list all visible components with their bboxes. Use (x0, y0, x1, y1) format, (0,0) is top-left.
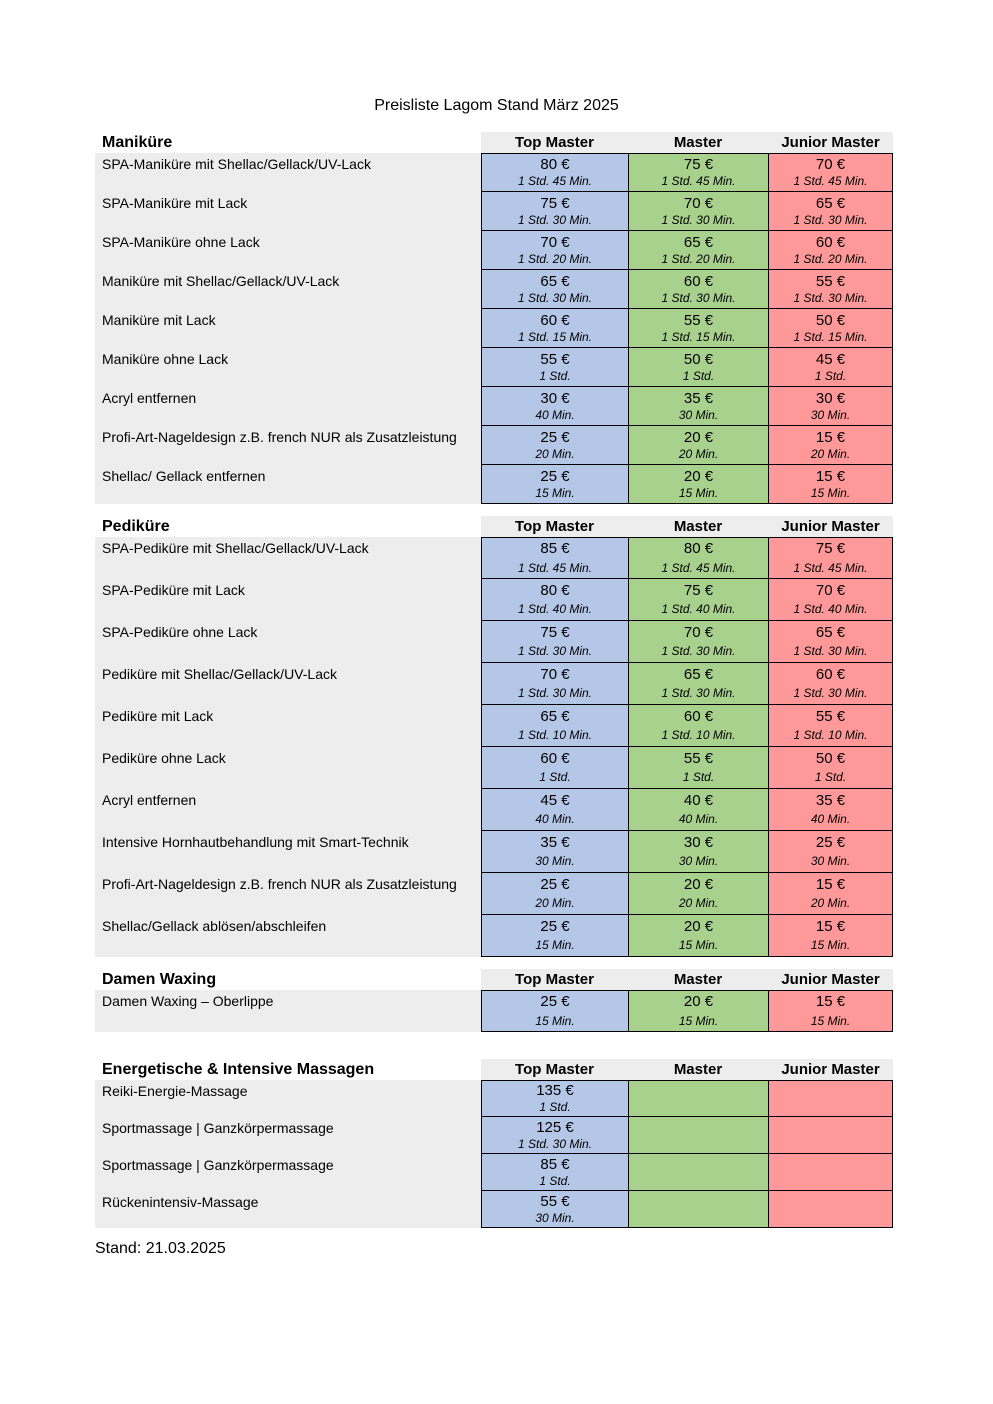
duration-value: 30 Min. (535, 854, 575, 869)
price-value: 15 € (815, 993, 846, 1011)
duration-value: 1 Std. (814, 770, 847, 785)
price-value: 15 € (815, 917, 846, 935)
price-value: 20 € (683, 467, 714, 485)
service-label: Sportmassage | Ganzkörpermassage (95, 1117, 481, 1154)
price-cell-master (628, 537, 768, 579)
column-header-master: Master (628, 516, 768, 537)
price-value: 55 € (815, 272, 846, 290)
price-value: 55 € (683, 311, 714, 329)
duration-value: 15 Min. (810, 938, 851, 953)
service-row (95, 1080, 893, 1117)
section-massagen (95, 1059, 893, 1228)
duration-value: 1 Std. 45 Min. (661, 174, 736, 188)
duration-value: 30 Min. (810, 854, 851, 869)
price-cell-top-master (481, 231, 628, 270)
duration-value: 1 Std. 30 Min. (661, 290, 736, 305)
duration-value: 1 Std. 15 Min. (517, 329, 593, 344)
duration-value: 1 Std. (682, 368, 715, 383)
price-cell-junior-master (768, 621, 893, 663)
service-row (95, 705, 893, 747)
price-value: 80 € (683, 540, 714, 558)
price-value: 55 € (540, 1192, 570, 1210)
section-manikuere (95, 132, 893, 504)
service-row (95, 1154, 893, 1191)
duration-value: 20 Min. (535, 446, 575, 461)
price-cell-top-master (481, 1191, 628, 1228)
price-cell-junior-master (768, 309, 893, 348)
column-header-master: Master (628, 969, 768, 990)
column-header-junior-master: Junior Master (768, 1059, 893, 1080)
service-label: Acryl entfernen (95, 789, 481, 831)
duration-value: 1 Std. 30 Min. (517, 686, 593, 701)
price-value: 70 € (540, 233, 570, 251)
duration-value: 15 Min. (678, 938, 719, 953)
price-value: 75 € (540, 623, 570, 641)
column-header-top-master: Top Master (481, 516, 628, 537)
duration-value: 1 Std. 30 Min. (517, 1136, 593, 1151)
price-cell-top-master (481, 831, 628, 873)
price-cell-top-master (481, 465, 628, 504)
sections-container (95, 132, 893, 1228)
column-header-junior-master: Junior Master (768, 516, 893, 537)
price-cell-junior-master (768, 387, 893, 426)
duration-value: 15 Min. (678, 485, 719, 500)
service-label: SPA-Maniküre mit Shellac/Gellack/UV-Lack (95, 153, 481, 192)
price-value: 60 € (683, 707, 714, 725)
price-cell-master (628, 1080, 768, 1117)
service-label: SPA-Maniküre ohne Lack (95, 231, 481, 270)
service-label: Damen Waxing – Oberlippe (95, 990, 481, 1032)
duration-value: 1 Std. 15 Min. (793, 329, 868, 344)
price-cell-top-master (481, 705, 628, 747)
price-value: 80 € (540, 581, 570, 599)
price-value: 135 € (536, 1082, 574, 1099)
price-cell-junior-master (768, 915, 893, 957)
price-cell-junior-master (768, 153, 893, 192)
duration-value: 1 Std. 45 Min. (517, 174, 593, 188)
duration-value: 1 Std. 20 Min. (517, 251, 593, 266)
service-label: SPA-Pediküre mit Shellac/Gellack/UV-Lack (95, 537, 481, 579)
duration-value: 1 Std. 30 Min. (517, 644, 593, 659)
price-cell-master (628, 789, 768, 831)
duration-value: 1 Std. 10 Min. (793, 728, 868, 743)
column-header-junior-master: Junior Master (768, 969, 893, 990)
duration-value: 1 Std. 45 Min. (517, 560, 593, 575)
duration-value: 1 Std. 45 Min. (661, 560, 736, 575)
price-value: 80 € (540, 156, 570, 173)
duration-value: 1 Std. 30 Min. (793, 644, 868, 659)
service-row (95, 663, 893, 705)
service-label: Pediküre mit Lack (95, 705, 481, 747)
price-cell-junior-master (768, 231, 893, 270)
price-cell-top-master (481, 1117, 628, 1154)
service-row (95, 231, 893, 270)
price-cell-junior-master (768, 192, 893, 231)
duration-value: 1 Std. 40 Min. (661, 602, 736, 617)
duration-value: 20 Min. (810, 896, 851, 911)
price-cell-master (628, 831, 768, 873)
price-cell-top-master (481, 915, 628, 957)
service-row (95, 990, 893, 1032)
service-row (95, 1117, 893, 1154)
price-cell-master (628, 621, 768, 663)
service-label: Maniküre mit Lack (95, 309, 481, 348)
price-cell-master (628, 309, 768, 348)
price-cell-junior-master (768, 1080, 893, 1117)
price-value: 75 € (815, 540, 846, 558)
price-cell-master (628, 579, 768, 621)
service-row (95, 270, 893, 309)
service-label: Maniküre mit Shellac/Gellack/UV-Lack (95, 270, 481, 309)
duration-value: 15 Min. (810, 1013, 851, 1028)
price-cell-master (628, 1154, 768, 1191)
price-value: 25 € (540, 993, 570, 1011)
service-label: SPA-Maniküre mit Lack (95, 192, 481, 231)
date-stamp: Stand: 21.03.2025 (95, 1240, 226, 1257)
price-cell-master (628, 192, 768, 231)
duration-value: 1 Std. 45 Min. (793, 560, 868, 575)
price-cell-junior-master (768, 831, 893, 873)
column-header-top-master: Top Master (481, 969, 628, 990)
duration-value: 1 Std. 20 Min. (661, 251, 736, 266)
price-value: 85 € (540, 540, 570, 558)
service-row (95, 1191, 893, 1228)
service-row (95, 465, 893, 504)
duration-value: 40 Min. (810, 812, 851, 827)
price-value: 25 € (815, 833, 846, 851)
price-cell-master (628, 387, 768, 426)
section-pedikuere (95, 516, 893, 957)
price-value: 25 € (540, 917, 570, 935)
price-cell-junior-master (768, 747, 893, 789)
section-damen-waxing (95, 969, 893, 1032)
price-cell-junior-master (768, 465, 893, 504)
price-cell-master (628, 348, 768, 387)
service-row (95, 789, 893, 831)
price-cell-junior-master (768, 270, 893, 309)
duration-value: 30 Min. (678, 407, 719, 422)
service-label: Acryl entfernen (95, 387, 481, 426)
service-row (95, 348, 893, 387)
service-row (95, 579, 893, 621)
price-value: 30 € (683, 833, 714, 851)
service-label: Intensive Hornhautbehandlung mit Smart-Technik (95, 831, 481, 873)
price-cell-top-master (481, 873, 628, 915)
column-header-junior-master: Junior Master (768, 132, 893, 153)
service-row (95, 537, 893, 579)
duration-value: 40 Min. (535, 407, 575, 422)
service-label: Pediküre mit Shellac/Gellack/UV-Lack (95, 663, 481, 705)
service-row (95, 873, 893, 915)
service-label: Pediküre ohne Lack (95, 747, 481, 789)
price-cell-master (628, 153, 768, 192)
price-cell-master (628, 990, 768, 1032)
duration-value: 15 Min. (535, 938, 575, 953)
price-value: 35 € (683, 389, 714, 407)
price-value: 40 € (683, 791, 714, 809)
column-header-master: Master (628, 132, 768, 153)
price-cell-junior-master (768, 1154, 893, 1191)
service-row (95, 153, 893, 192)
price-value: 85 € (540, 1155, 570, 1173)
price-table (95, 132, 893, 1258)
duration-value: 30 Min. (678, 854, 719, 869)
price-value: 75 € (683, 156, 714, 173)
price-cell-master (628, 663, 768, 705)
price-cell-top-master (481, 537, 628, 579)
service-row (95, 426, 893, 465)
duration-value: 1 Std. 45 Min. (793, 174, 868, 188)
duration-value: 1 Std. 30 Min. (661, 644, 736, 659)
duration-value: 1 Std. 30 Min. (661, 686, 736, 701)
duration-value: 1 Std. 10 Min. (661, 728, 736, 743)
service-label: Sportmassage | Ganzkörpermassage (95, 1154, 481, 1191)
price-cell-top-master (481, 309, 628, 348)
price-value: 20 € (683, 917, 714, 935)
price-cell-master (628, 270, 768, 309)
duration-value: 20 Min. (535, 896, 575, 911)
service-label: Profi-Art-Nageldesign z.B. french NUR als Zusatzleistung (95, 426, 481, 465)
service-label: Profi-Art-Nageldesign z.B. french NUR als Zusatzleistung (95, 873, 481, 915)
price-value: 75 € (540, 194, 570, 212)
duration-value: 1 Std. 15 Min. (661, 329, 736, 344)
column-header-master: Master (628, 1059, 768, 1080)
price-value: 50 € (815, 749, 846, 767)
service-label: SPA-Pediküre ohne Lack (95, 621, 481, 663)
price-value: 65 € (540, 272, 570, 290)
price-value: 70 € (815, 581, 846, 599)
price-cell-junior-master (768, 663, 893, 705)
service-row (95, 309, 893, 348)
duration-value: 1 Std. 30 Min. (793, 212, 868, 227)
duration-value: 15 Min. (678, 1013, 719, 1028)
duration-value: 15 Min. (535, 485, 575, 500)
service-label: Shellac/ Gellack entfernen (95, 465, 481, 504)
price-value: 15 € (815, 875, 846, 893)
price-value: 50 € (683, 350, 714, 368)
price-cell-master (628, 747, 768, 789)
price-value: 55 € (683, 749, 714, 767)
duration-value: 1 Std. 20 Min. (793, 251, 868, 266)
price-value: 70 € (815, 156, 846, 173)
duration-value: 1 Std. 40 Min. (517, 602, 593, 617)
duration-value: 1 Std. (539, 770, 571, 785)
column-header-top-master: Top Master (481, 1059, 628, 1080)
duration-value: 1 Std. (539, 368, 571, 383)
service-label: Reiki-Energie-Massage (95, 1080, 481, 1117)
price-cell-master (628, 873, 768, 915)
price-cell-master (628, 915, 768, 957)
duration-value: 30 Min. (810, 407, 851, 422)
section-title: Pediküre (95, 516, 481, 537)
price-cell-top-master (481, 1154, 628, 1191)
section-header-row (95, 969, 893, 990)
service-row (95, 831, 893, 873)
price-cell-top-master (481, 663, 628, 705)
price-cell-top-master (481, 747, 628, 789)
price-value: 75 € (683, 581, 714, 599)
price-value: 30 € (540, 389, 570, 407)
service-label: Rückenintensiv-Massage (95, 1191, 481, 1228)
price-cell-master (628, 465, 768, 504)
duration-value: 15 Min. (810, 485, 851, 500)
service-label: Maniküre ohne Lack (95, 348, 481, 387)
section-title: Energetische & Intensive Massagen (95, 1059, 481, 1080)
duration-value: 20 Min. (678, 446, 719, 461)
price-value: 65 € (540, 707, 570, 725)
duration-value: 1 Std. (814, 368, 847, 383)
section-header-row (95, 132, 893, 153)
service-row (95, 915, 893, 957)
price-value: 65 € (683, 233, 714, 251)
price-value: 60 € (815, 665, 846, 683)
price-value: 55 € (540, 350, 570, 368)
price-cell-junior-master (768, 705, 893, 747)
price-cell-master (628, 231, 768, 270)
price-cell-junior-master (768, 426, 893, 465)
price-cell-top-master (481, 426, 628, 465)
price-cell-junior-master (768, 348, 893, 387)
price-value: 45 € (815, 350, 846, 368)
price-cell-junior-master (768, 873, 893, 915)
duration-value: 1 Std. 10 Min. (517, 728, 593, 743)
column-header-top-master: Top Master (481, 132, 628, 153)
price-cell-top-master (481, 990, 628, 1032)
price-cell-junior-master (768, 990, 893, 1032)
price-value: 65 € (815, 623, 846, 641)
price-value: 60 € (540, 749, 570, 767)
duration-value: 20 Min. (810, 446, 851, 461)
duration-value: 1 Std. (539, 1173, 571, 1188)
service-label: SPA-Pediküre mit Lack (95, 579, 481, 621)
price-cell-junior-master (768, 789, 893, 831)
price-cell-junior-master (768, 537, 893, 579)
price-cell-junior-master (768, 579, 893, 621)
price-cell-top-master (481, 1080, 628, 1117)
price-value: 20 € (683, 428, 714, 446)
price-value: 15 € (815, 467, 846, 485)
duration-value: 1 Std. 40 Min. (793, 602, 868, 617)
duration-value: 20 Min. (678, 896, 719, 911)
price-value: 25 € (540, 467, 570, 485)
price-value: 15 € (815, 428, 846, 446)
section-title: Damen Waxing (95, 969, 481, 990)
price-value: 20 € (683, 993, 714, 1011)
duration-value: 40 Min. (678, 812, 719, 827)
price-cell-top-master (481, 192, 628, 231)
price-value: 30 € (815, 389, 846, 407)
section-title: Maniküre (95, 132, 481, 153)
price-value: 60 € (540, 311, 570, 329)
price-cell-master (628, 1117, 768, 1154)
duration-value: 40 Min. (535, 812, 575, 827)
section-header-row (95, 1059, 893, 1080)
price-value: 45 € (540, 791, 570, 809)
price-value: 25 € (540, 428, 570, 446)
price-value: 70 € (683, 194, 714, 212)
duration-value: 30 Min. (535, 1210, 575, 1225)
price-cell-master (628, 1191, 768, 1228)
price-cell-master (628, 426, 768, 465)
price-value: 60 € (683, 272, 714, 290)
price-cell-junior-master (768, 1191, 893, 1228)
service-label: Shellac/Gellack ablösen/abschleifen (95, 915, 481, 957)
price-cell-top-master (481, 621, 628, 663)
price-value: 125 € (536, 1118, 574, 1136)
price-value: 65 € (683, 665, 714, 683)
price-cell-top-master (481, 789, 628, 831)
service-row (95, 192, 893, 231)
service-row (95, 747, 893, 789)
price-cell-top-master (481, 153, 628, 192)
price-cell-top-master (481, 387, 628, 426)
duration-value: 1 Std. 30 Min. (793, 290, 868, 305)
price-value: 20 € (683, 875, 714, 893)
price-cell-top-master (481, 579, 628, 621)
price-value: 50 € (815, 311, 846, 329)
duration-value: 1 Std. 30 Min. (793, 686, 868, 701)
price-cell-master (628, 705, 768, 747)
price-value: 35 € (815, 791, 846, 809)
price-cell-top-master (481, 348, 628, 387)
price-value: 35 € (540, 833, 570, 851)
duration-value: 1 Std. 30 Min. (517, 212, 593, 227)
price-value: 60 € (815, 233, 846, 251)
price-cell-top-master (481, 270, 628, 309)
service-row (95, 387, 893, 426)
service-row (95, 621, 893, 663)
duration-value: 1 Std. 30 Min. (517, 290, 593, 305)
duration-value: 1 Std. (682, 770, 715, 785)
page-title: Preisliste Lagom Stand März 2025 (374, 97, 619, 114)
price-value: 70 € (683, 623, 714, 641)
price-value: 70 € (540, 665, 570, 683)
price-cell-junior-master (768, 1117, 893, 1154)
duration-value: 1 Std. (539, 1100, 571, 1114)
section-header-row (95, 516, 893, 537)
duration-value: 1 Std. 30 Min. (661, 212, 736, 227)
duration-value: 15 Min. (535, 1013, 575, 1028)
price-value: 25 € (540, 875, 570, 893)
price-value: 55 € (815, 707, 846, 725)
price-value: 65 € (815, 194, 846, 212)
